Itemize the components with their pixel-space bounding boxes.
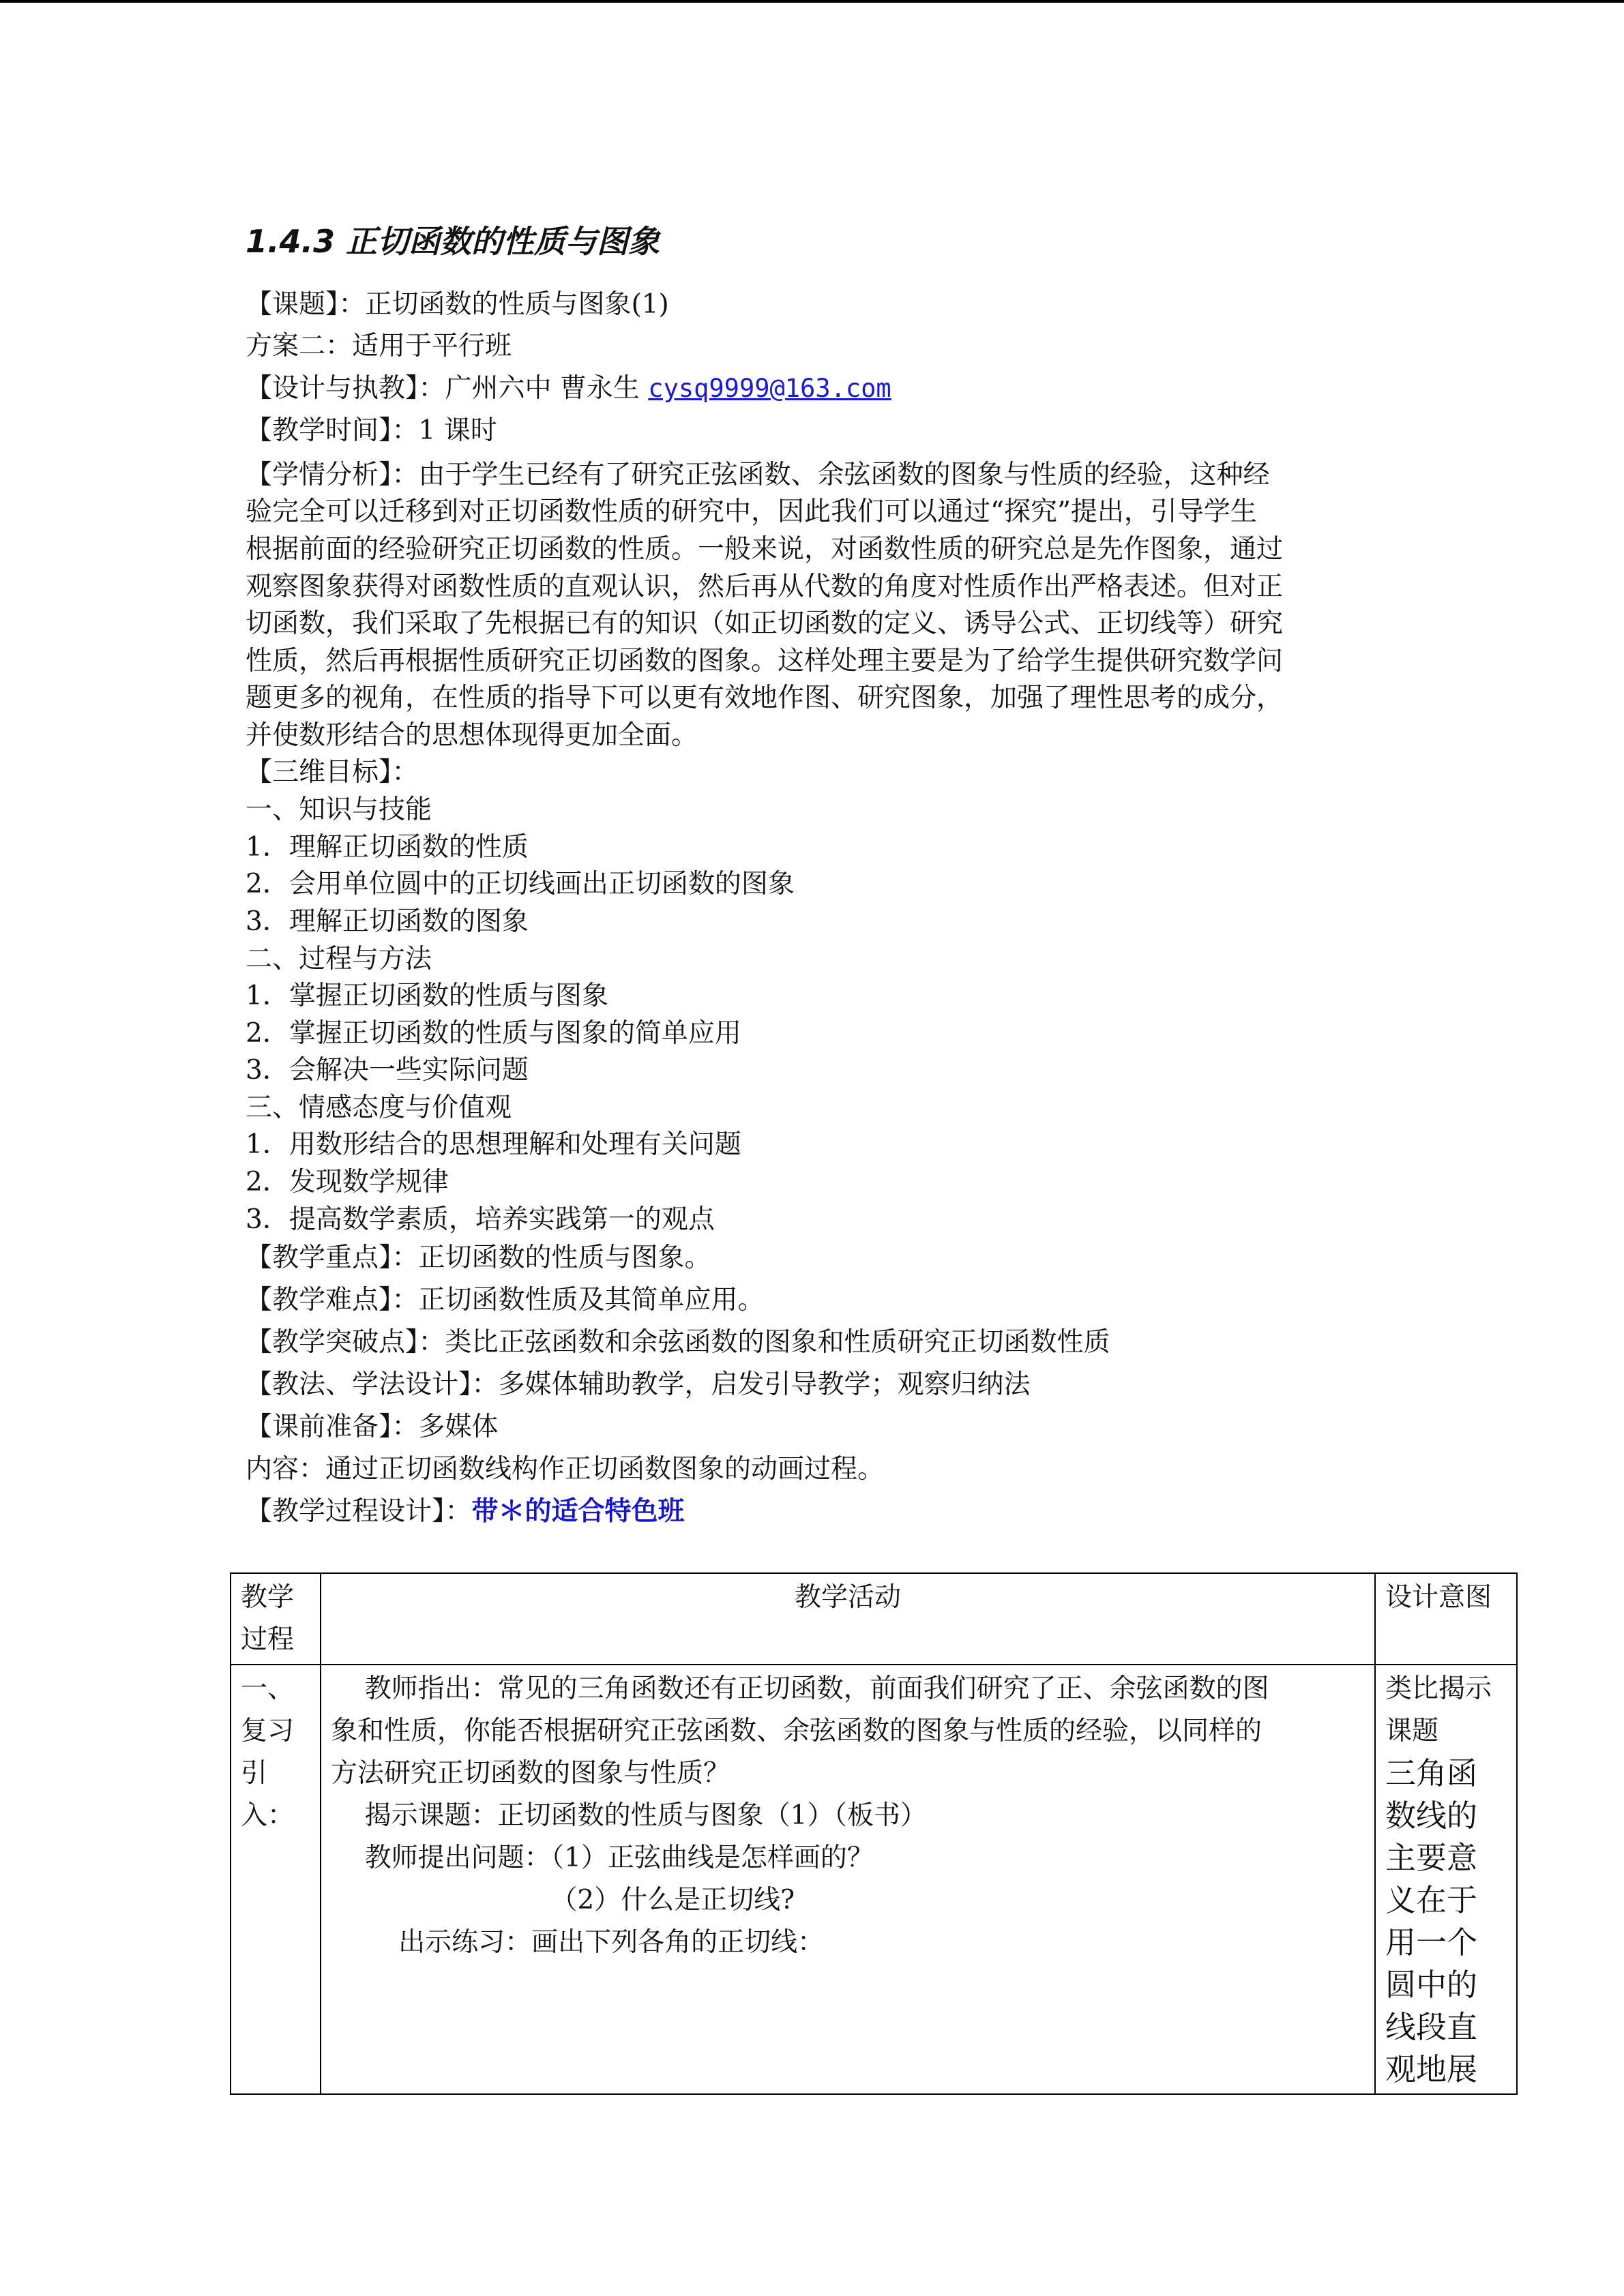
line-text: 并使数形结合的思想体现得更加全面。 (246, 720, 698, 751)
text-line (246, 1493, 685, 1530)
activity-paragraph: （2）什么是正切线? (331, 1885, 795, 1915)
header-activity: 教学活动 (321, 1573, 1375, 1665)
text-line (246, 904, 529, 940)
table-row (231, 1665, 1517, 2094)
intent-text: 三角函 数线的 主要意 义在于 用一个 圆中的 线段直 观地展 (1385, 1755, 1478, 2087)
line-text: 根据前面的经验研究正切函数的性质。一般来说，对函数性质的研究总是先作图象，通过 (246, 534, 1284, 565)
line-text: 一、知识与技能 (246, 794, 432, 825)
text-line (246, 328, 512, 365)
text-line (246, 1451, 884, 1488)
text-line (246, 866, 795, 903)
line-text: 3．会解决一些实际问题 (246, 1055, 529, 1086)
line-text: 【教学过程设计】： (246, 1496, 472, 1527)
text-line (246, 457, 1270, 494)
line-text: 【学情分析】：由于学生已经有了研究正弦函数、余弦函数的图象与性质的经验，这种经 (246, 460, 1270, 490)
line-text: 2．掌握正切函数的性质与图象的简单应用 (246, 1018, 741, 1049)
line-text: 3．提高数学素质，培养实践第一的观点 (246, 1204, 715, 1235)
cell-stage: 一、 复习 引 入： (231, 1665, 321, 2094)
cell-activity (321, 1665, 1375, 2094)
line-text: 题更多的视角，在性质的指导下可以更有效地作图、研究图象，加强了理性思考的成分， (246, 683, 1284, 713)
text-line (246, 829, 529, 866)
line-text: 1．理解正切函数的性质 (246, 832, 529, 863)
line-text: 1．用数形结合的思想理解和处理有关问题 (246, 1129, 741, 1160)
text-line (246, 978, 608, 1015)
line-text: 【设计与执教】：广州六中 曹永生 (246, 373, 649, 404)
line-text: 【教学突破点】：类比正弦函数和余弦函数的图象和性质研究正切函数性质 (246, 1327, 1110, 1358)
line-text: 观察图象获得对函数性质的直观认识，然后再从代数的角度对性质作出严格表述。但对正 (246, 571, 1284, 602)
text-line (246, 531, 1283, 568)
text-line (246, 494, 1257, 531)
text-line (246, 754, 419, 791)
activity-paragraph: 教师指出：常见的三角函数还有正切函数，前面我们研究了正、余弦函数的图 (331, 1673, 1269, 1704)
special-class-note: 带＊的适合特色班 (471, 1496, 685, 1527)
line-text: 方案二：适用于平行班 (246, 331, 512, 361)
text-line (246, 1409, 499, 1446)
lesson-process-table (230, 1572, 1518, 2095)
line-text: 切函数，我们采取了先根据已有的知识（如正切函数的定义、诱导公式、正切线等）研究 (246, 608, 1284, 639)
line-text: 【教学难点】：正切函数性质及其简单应用。 (246, 1285, 765, 1315)
intent-heading: 类比揭示 课题 (1385, 1673, 1492, 1746)
line-text: 3．理解正切函数的图象 (246, 906, 529, 937)
text-line (246, 1282, 765, 1319)
line-text: 2．会用单位圆中的正切线画出正切函数的图象 (246, 869, 795, 899)
text-line (246, 792, 432, 829)
text-line (246, 717, 698, 754)
activity-paragraph: 象和性质，你能否根据研究正弦函数、余弦函数的图象与性质的经验，以同样的 (331, 1716, 1263, 1746)
text-line (246, 1367, 1031, 1403)
line-text: 三、情感态度与价值观 (246, 1092, 512, 1123)
activity-paragraph: 揭示课题：正切函数的性质与图象（1）（板书） (331, 1800, 927, 1831)
cell-intent (1375, 1665, 1517, 2094)
text-line (246, 286, 669, 323)
text-line (246, 606, 1283, 642)
line-text: 验完全可以迁移到对正切函数性质的研究中，因此我们可以通过“探究”提出，引导学生 (246, 496, 1257, 527)
activity-paragraph: 方法研究正切函数的图象与性质？ (331, 1758, 730, 1789)
text-line (246, 1240, 711, 1277)
line-text: 【教学时间】：1 课时 (246, 415, 497, 446)
text-line (246, 1202, 715, 1238)
text-line (246, 680, 1283, 717)
activity-paragraph: 教师提出问题：（1）正弦曲线是怎样画的？ (331, 1843, 874, 1873)
table-header-row (231, 1573, 1517, 1665)
header-stage: 教学 过程 (231, 1573, 321, 1665)
page-title: 1.4.3 正切函数的性质与图象 (246, 223, 660, 260)
line-text: 【教法、学法设计】：多媒体辅助教学，启发引导教学；观察归纳法 (246, 1369, 1031, 1400)
top-border (0, 0, 1624, 3)
text-line (246, 413, 497, 449)
line-text: 【课前准备】：多媒体 (246, 1412, 499, 1442)
text-line (246, 370, 891, 407)
text-line (246, 941, 432, 978)
line-text: 2．发现数学规律 (246, 1167, 449, 1197)
header-intent: 设计意图 (1375, 1573, 1517, 1665)
activity-paragraph: 出示练习：画出下列各角的正切线： (331, 1927, 825, 1958)
text-line (246, 1324, 1110, 1361)
text-line (246, 1015, 741, 1052)
text-line (246, 1090, 512, 1127)
line-text: 1．掌握正切函数的性质与图象 (246, 981, 608, 1011)
line-text: 二、过程与方法 (246, 944, 432, 974)
line-text: 【教学重点】：正切函数的性质与图象。 (246, 1242, 711, 1273)
text-line (246, 569, 1283, 606)
text-line (246, 1127, 741, 1163)
text-line (246, 1052, 529, 1089)
text-line (246, 1164, 449, 1201)
text-line (246, 643, 1283, 680)
email-link[interactable]: cysq9999@163.com (648, 374, 891, 403)
line-text: 性质，然后再根据性质研究正切函数的图象。这样处理主要是为了给学生提供研究数学问 (246, 646, 1284, 676)
line-text: 【三维目标】： (246, 757, 419, 788)
line-text: 内容：通过正切函数线构作正切函数图象的动画过程。 (246, 1454, 885, 1485)
line-text: 【课题】：正切函数的性质与图象(1) (246, 289, 669, 320)
